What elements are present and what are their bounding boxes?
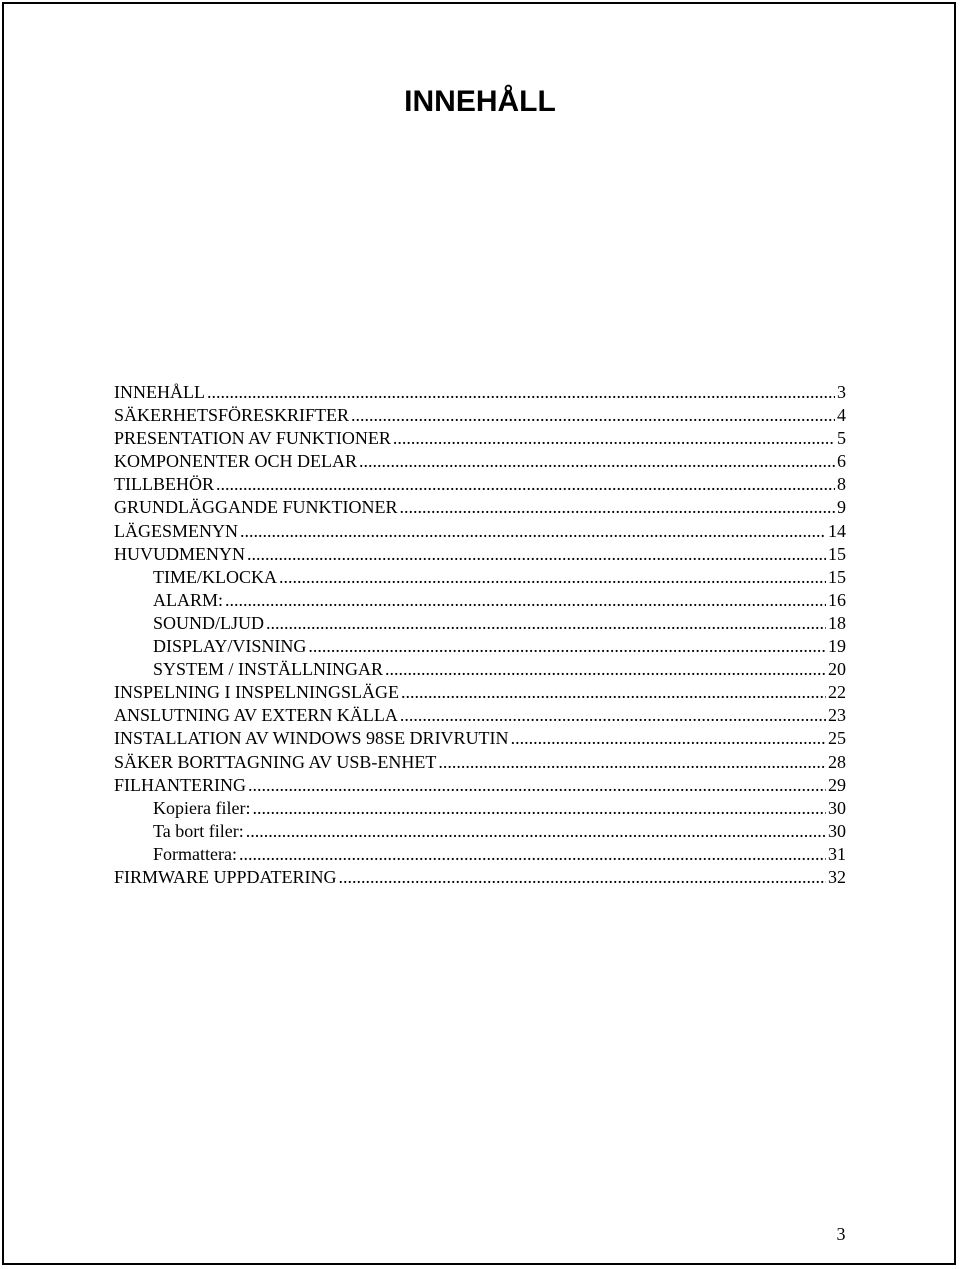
toc-entry-page: 28 (828, 751, 846, 772)
toc-entry[interactable] (114, 566, 846, 589)
toc-dot-leader (247, 543, 826, 566)
toc-entry-title: DISPLAY/VISNING (153, 636, 307, 657)
toc-entry[interactable] (114, 866, 846, 889)
toc-entry-page: 4 (837, 405, 846, 426)
toc-entry-title: GRUNDLÄGGANDE FUNKTIONER (114, 497, 398, 518)
toc-dot-leader (248, 774, 826, 797)
toc-entry-page: 20 (828, 659, 846, 680)
toc-entry[interactable] (114, 797, 846, 820)
toc-entry-page: 30 (828, 797, 846, 818)
toc-entry-page: 16 (828, 589, 846, 610)
toc-entry-title: Formattera: (153, 843, 237, 864)
toc-dot-leader (239, 843, 826, 866)
toc-dot-leader (207, 381, 835, 404)
toc-entry[interactable] (114, 774, 846, 797)
toc-entry-title: FIRMWARE UPPDATERING (114, 866, 337, 887)
toc-entry-page: 9 (837, 497, 846, 518)
toc-dot-leader (401, 681, 826, 704)
toc-entry[interactable] (114, 612, 846, 635)
toc-dot-leader (266, 612, 826, 635)
toc-entry-page: 14 (828, 520, 846, 541)
toc-entry[interactable] (114, 381, 846, 404)
toc-entry-page: 19 (828, 636, 846, 657)
page-number: 3 (836, 1224, 846, 1244)
toc-dot-leader (359, 450, 835, 473)
toc-entry-page: 30 (828, 820, 846, 841)
toc-entry-title: KOMPONENTER OCH DELAR (114, 451, 357, 472)
toc-entry-title: Ta bort filer: (153, 820, 244, 841)
toc-entry-page: 5 (837, 428, 846, 449)
toc-dot-leader (399, 496, 835, 519)
toc-entry[interactable] (114, 843, 846, 866)
toc-entry[interactable] (114, 635, 846, 658)
toc-entry-page: 23 (828, 705, 846, 726)
toc-entry-page: 15 (828, 543, 846, 564)
toc-entry-title: LÄGESMENYN (114, 520, 238, 541)
toc-entry-page: 8 (837, 474, 846, 495)
toc-entry-title: ALARM: (153, 589, 224, 610)
toc-entry[interactable] (114, 496, 846, 519)
toc-dot-leader (216, 473, 835, 496)
toc-dot-leader (400, 704, 826, 727)
toc-dot-leader (246, 820, 826, 843)
toc-entry-title: INSPELNING I INSPELNINGSLÄGE (114, 682, 399, 703)
toc-entry[interactable] (114, 450, 846, 473)
toc-entry[interactable] (114, 751, 846, 774)
toc-entry-page: 3 (837, 382, 846, 402)
toc-entry-title: INNEHÅLL (114, 382, 205, 402)
toc-entry-page: 6 (837, 451, 846, 472)
toc-entry-page: 15 (828, 566, 846, 587)
toc-entry-page: 25 (828, 728, 846, 749)
toc-entry-title: SYSTEM / INSTÄLLNINGAR (153, 659, 384, 680)
toc-entry-title: SOUND/LJUD (153, 612, 265, 633)
toc-entry[interactable] (114, 658, 846, 681)
toc-entry-title: INSTALLATION AV WINDOWS 98SE DRIVRUTIN (114, 728, 509, 749)
toc-entry-page: 29 (828, 774, 846, 795)
toc-dot-leader (511, 727, 826, 750)
toc-dot-leader (393, 427, 835, 450)
page-title: INNEHÅLL (404, 85, 556, 118)
toc-entry-page: 22 (828, 682, 846, 703)
toc-entry-title: Kopiera filer: (153, 797, 251, 818)
toc-entry[interactable] (114, 704, 846, 727)
toc-entry[interactable] (114, 543, 846, 566)
toc-entry-title: SÄKERHETSFÖRESKRIFTER (114, 405, 350, 426)
toc-entry[interactable] (114, 589, 846, 612)
toc-entry-page: 18 (828, 612, 846, 633)
toc-entry-title: ANSLUTNING AV EXTERN KÄLLA (114, 705, 398, 726)
toc-dot-leader (225, 589, 826, 612)
toc-entry[interactable] (114, 404, 846, 427)
toc-dot-leader (339, 866, 826, 889)
toc-entry[interactable] (114, 520, 846, 543)
toc-entry-title: TIME/KLOCKA (153, 566, 277, 587)
toc-dot-leader (385, 658, 826, 681)
table-of-contents (114, 381, 846, 889)
toc-entry[interactable] (114, 427, 846, 450)
toc-entry-title: PRESENTATION AV FUNKTIONER (114, 428, 391, 449)
toc-dot-leader (240, 520, 826, 543)
toc-dot-leader (438, 751, 826, 774)
toc-entry[interactable] (114, 681, 846, 704)
toc-entry[interactable] (114, 473, 846, 496)
toc-entry-title: FILHANTERING (114, 774, 246, 795)
toc-dot-leader (252, 797, 826, 820)
toc-dot-leader (308, 635, 826, 658)
toc-entry-page: 32 (828, 866, 846, 887)
toc-entry-page: 31 (828, 843, 846, 864)
toc-entry-title: HUVUDMENYN (114, 543, 245, 564)
toc-dot-leader (351, 404, 835, 427)
toc-entry[interactable] (114, 727, 846, 750)
toc-entry-title: TILLBEHÖR (114, 474, 214, 495)
toc-entry[interactable] (114, 820, 846, 843)
toc-entry-title: SÄKER BORTTAGNING AV USB-ENHET (114, 751, 437, 772)
toc-dot-leader (279, 566, 826, 589)
